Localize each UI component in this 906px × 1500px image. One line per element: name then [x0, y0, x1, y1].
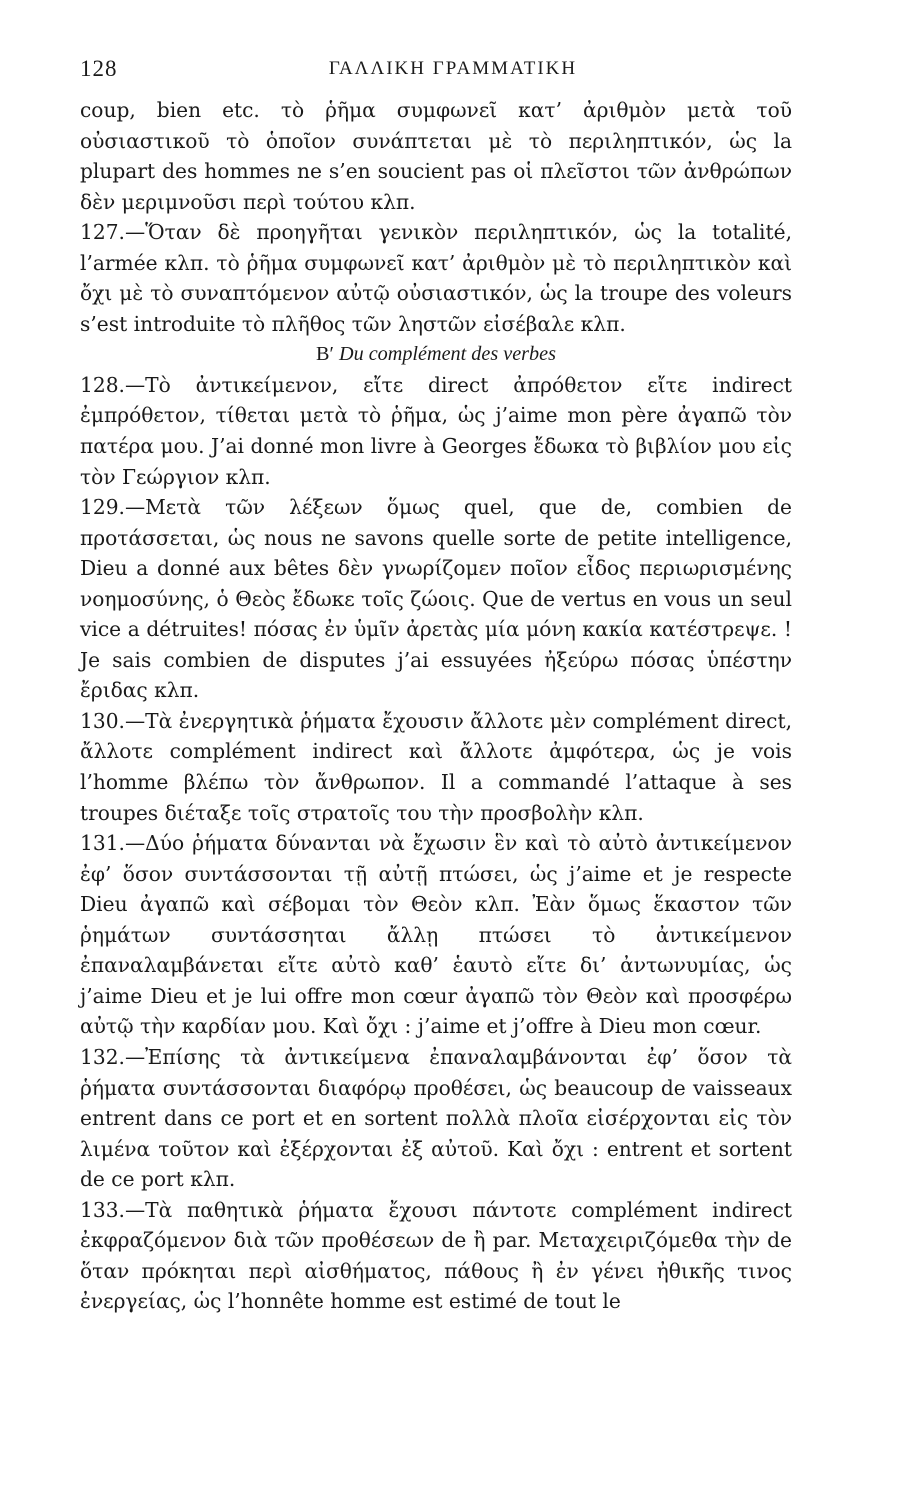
paragraph-127: 127.—Ὅταν δὲ προηγῆται γενικὸν περιληπτικόν, ὡς la totalité, l’armée κλπ. τὸ ῥῆμα συμφωνεῖ κατ’ ἀριθμὸν μὲ τὸ περιληπτικὸν καὶ ὄχι μὲ τὸ συναπτόμενον αὐτῷ οὐσιαστικόν, ὡς la troupe des voleurs s’est introduite τὸ πλῆθος τῶν ληστῶν εἰσέβαλε κλπ. — [80, 220, 792, 336]
paragraph-131: 131.—Δύο ῥήματα δύνανται νὰ ἔχωσιν ἓν καὶ τὸ αὐτὸ ἀντικείμενον ἐφ’ ὅσον συντάσσονται τῇ αὐτῇ πτώσει, ὡς j’aime et je respecte Dieu ἀγαπῶ καὶ σέβομαι τὸν Θεὸν κλπ. Ἐὰν ὅμως ἕκαστον τῶν ῥημάτων συντάσσηται ἄλλῃ πτώσει τὸ ἀντικείμενον ἐπαναλαμβάνεται εἴτε αὐτὸ καθ’ ἑαυτὸ εἴτε δι’ ἀντωνυμίας, ὡς j’aime Dieu et je lui offre mon cœur ἀγαπῶ τὸν Θεὸν καὶ προσφέρω αὐτῷ τὴν καρδίαν μου. Καὶ ὄχι : j’aime et j’offre à Dieu mon cœur. — [80, 831, 792, 1039]
section-letter: Β′ — [316, 343, 334, 366]
paragraph-132: 132.—Ἐπίσης τὰ ἀντικείμενα ἐπαναλαμβάνονται ἐφ’ ὅσον τὰ ῥήματα συντάσσονται διαφόρῳ προθέσει, ὡς beaucoup de vaisseaux entrent dans ce port et en sortent πολλὰ πλοῖα εἰσέρχονται εἰς τὸν λιμένα τοῦτον καὶ ἐξέρχονται ἐξ αὐτοῦ. Καὶ ὄχι : entrent et sortent de ce port κλπ. — [80, 1044, 792, 1192]
paragraph-133: 133.—Τὰ παθητικὰ ῥήματα ἔχουσι πάντοτε complément indirect ἐκφραζόμενον διὰ τῶν προθέσεων de ἢ par. Μεταχειριζόμεθα τὴν de ὅταν πρόκηται περὶ αἰσθήματος, πάθους ἢ ἐν γένει ἠθικῆς τινος ἐνεργείας, ὡς l’honnête homme est estimé de tout le — [80, 1197, 792, 1314]
section-title: Du complément des verbes — [338, 343, 556, 366]
section-heading — [80, 339, 792, 370]
paragraph-128: 128.—Τὸ ἀντικείμενον, εἴτε direct ἀπρόθετον εἴτε indirect ἐμπρόθετον, τίθεται μετὰ τὸ ῥῆμα, ὡς j’aime mon père ἀγαπῶ τὸν πατέρα μου. J’ai donné mon livre à Georges ἔδωκα τὸ βιβλίον μου εἰς τὸν Γεώργιον κλπ. — [80, 372, 792, 489]
page-number: 128 — [80, 56, 118, 81]
page-body — [80, 95, 792, 1317]
page-header — [80, 56, 826, 88]
paragraph-129: 129.—Μετὰ τῶν λέξεων ὅμως quel, que de, combien de προτάσσεται, ὡς nous ne savons quelle sorte de petite intelligence, Dieu a donné aux bêtes δὲν γνωρίζομεν ποῖον εἶδος περιωρισμένης νοημοσύνης, ὁ Θεὸς ἔδωκε τοῖς ζώοις. Que de vertus en vous un seul vice a détruites! πόσας ἐν ὑμῖν ἀρετὰς μία μόνη κακία κατέστρεψε. ! Je sais combien de disputes j’ai essuyées ἠξεύρω πόσας ὑπέστην ἔριδας κλπ. — [80, 495, 792, 703]
paragraph-130: 130.—Τὰ ἐνεργητικὰ ῥήματα ἔχουσιν ἄλλοτε μὲν complément direct, ἄλλοτε complément indirect καὶ ἄλλοτε ἀμφότερα, ὡς je vois l’homme βλέπω τὸν ἄνθρωπον. Il a commandé l’attaque à ses troupes διέταξε τοῖς στρατοῖς του τὴν προσβολὴν κλπ. — [80, 708, 792, 825]
running-title: ΓΑΛΛΙΚΗ ΓΡΑΜΜΑΤΙΚΗ — [328, 58, 578, 79]
paragraph-continuation: coup, bien etc. τὸ ῥῆμα συμφωνεῖ κατ’ ἀριθμὸν μετὰ τοῦ οὐσιαστικοῦ τὸ ὁποῖον συνάπτεται μὲ τὸ περιληπτικόν, ὡς la plupart des hommes ne s’en soucient pas οἱ πλεῖστοι τῶν ἀνθρώπων δὲν μεριμνοῦσι περὶ τούτου κλπ. — [80, 98, 792, 214]
